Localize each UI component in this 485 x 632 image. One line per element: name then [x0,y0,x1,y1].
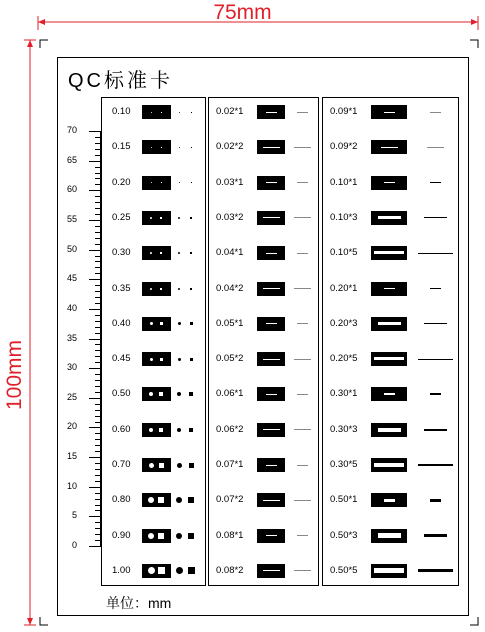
black-line [427,147,444,148]
line-size-label: 0.10*5 [330,247,358,259]
dot-size-label: 0.40 [112,317,131,329]
line-sample-bar [257,211,285,225]
line-size-label: 0.03*1 [216,176,244,188]
white-dot [148,567,155,574]
dot-size-label: 0.45 [112,353,131,365]
line-size-label: 0.08*2 [216,564,244,576]
black-dot [179,112,180,113]
black-dot [178,322,181,325]
white-square [160,288,162,290]
line-size-label: 0.07*2 [216,494,244,506]
line-sample-bar [257,387,285,401]
black-line [294,429,311,430]
black-line [294,288,311,289]
white-line [263,217,280,218]
white-line [263,570,280,571]
white-square [159,392,163,396]
line-sample-bar [257,352,285,366]
black-line [297,323,308,324]
white-square [161,147,162,148]
dot-size-label: 0.20 [112,176,131,188]
white-dot [149,463,154,468]
black-line [430,499,441,502]
dot-sample-bar [142,282,171,296]
black-dot [176,567,183,574]
white-line [263,429,280,430]
line-sample-bar [257,564,285,578]
dot-sample-bar [142,458,171,472]
line-sample-bar [371,387,407,401]
line-size-label: 0.30*3 [330,423,358,435]
black-line [418,464,453,466]
ruler-number: 50 [66,244,77,254]
white-line [384,182,395,183]
ruler-tick [89,309,101,310]
line-size-label: 0.20*5 [330,353,358,365]
line-sample-bar [371,564,407,578]
black-square [189,463,194,468]
white-line [266,112,277,113]
ruler-number: 25 [66,392,77,402]
line-sample-bar [257,282,285,296]
ruler-tick [89,279,101,280]
dot-panel [101,97,206,586]
line-sample-bar [371,176,407,190]
line-sample-bar [257,105,285,119]
dot-size-label: 0.35 [112,282,131,294]
white-line [266,465,277,466]
white-line [378,322,401,325]
ruler-number: 10 [66,481,77,491]
line-sample-bar [257,529,285,543]
dot-size-label: 0.25 [112,211,131,223]
unit-label: 单位：mm [106,595,172,611]
dot-sample-bar [142,211,171,225]
white-line [266,394,277,395]
black-line [297,182,308,183]
black-dot [177,392,181,396]
black-line [294,217,311,218]
black-line [424,217,447,218]
ruler-number: 60 [66,184,77,194]
white-line [266,253,277,254]
ruler-number: 55 [66,214,77,224]
white-line [384,112,395,113]
white-dot [151,182,152,183]
line-size-label: 0.10*3 [330,211,358,223]
height-dimension-label: 100mm [3,339,26,411]
ruler-tick [89,368,101,369]
black-line [430,182,441,183]
white-line [263,359,280,360]
ruler-tick [89,250,101,251]
white-square [160,322,163,325]
line-size-label: 0.06*1 [216,388,244,400]
black-square [191,147,192,148]
line-sample-bar [371,246,407,260]
white-square [158,567,165,574]
white-square [158,497,164,503]
line-size-label: 0.05*1 [216,317,244,329]
line-size-label: 0.30*5 [330,459,358,470]
line-sample-bar [371,423,407,437]
dot-size-label: 0.15 [112,141,131,153]
black-square [190,358,193,361]
ruler-tick [89,546,101,547]
white-dot [149,392,153,396]
black-dot [176,533,182,539]
line-size-label: 0.50*3 [330,529,358,541]
white-dot [148,497,154,503]
white-square [159,428,163,432]
black-square [189,392,193,396]
ruler-number: 40 [66,303,77,313]
white-line [263,500,280,501]
dot-sample-bar [142,140,171,154]
black-line [418,359,453,360]
ruler-tick [89,220,101,221]
white-dot [151,112,152,113]
black-square [191,112,192,113]
dot-size-label: 0.50 [112,388,131,400]
line-size-label: 0.09*2 [330,141,358,153]
width-dimension-label: 75mm [213,1,272,24]
dot-size-label: 0.80 [112,494,131,506]
ruler-number: 5 [71,510,77,520]
dot-sample-bar [142,493,171,507]
white-line [378,533,401,538]
white-line [384,393,395,395]
black-line [294,570,311,571]
dot-size-label: 0.60 [112,423,131,435]
black-line [430,112,441,113]
white-square [161,182,162,183]
line-sample-bar [371,140,407,154]
line-sample-bar [257,423,285,437]
line-panel-a [208,97,319,586]
black-line [294,147,311,148]
dot-size-label: 0.70 [112,459,131,470]
line-sample-bar [257,176,285,190]
dot-sample-bar [142,387,171,401]
black-dot [178,252,180,254]
white-square [159,463,164,468]
line-sample-bar [371,352,407,366]
line-panel-b [322,97,459,586]
black-line [424,429,447,431]
line-sample-bar [257,246,285,260]
black-line [294,500,311,501]
line-size-label: 0.50*1 [330,494,358,506]
dot-sample-bar [142,317,171,331]
black-dot [179,182,180,183]
ruler-number: 15 [66,451,77,461]
ruler-number: 35 [66,333,77,343]
line-size-label: 0.04*1 [216,247,244,259]
black-square [189,428,193,432]
black-dot [179,147,180,148]
line-size-label: 0.04*2 [216,282,244,294]
ruler-number: 70 [66,125,77,135]
ruler-number: 20 [66,421,77,431]
line-sample-bar [371,317,407,331]
black-line [297,535,308,536]
black-square [188,497,194,503]
ruler-tick [89,190,101,191]
black-line [297,112,308,113]
black-line [297,465,308,466]
white-line [384,288,395,289]
dot-sample-bar [142,564,171,578]
line-size-label: 0.50*5 [330,564,358,576]
white-line [378,216,401,219]
black-line [297,394,308,395]
black-square [190,252,192,254]
white-line [384,499,395,502]
white-square [160,358,163,361]
black-dot [178,358,181,361]
line-size-label: 0.02*1 [216,106,244,117]
black-line [418,253,453,254]
black-dot [177,428,181,432]
line-size-label: 0.30*1 [330,388,358,400]
dot-size-label: 1.00 [112,564,131,576]
black-square [188,567,195,574]
black-line [430,393,441,395]
ruler-tick [89,398,101,399]
ruler-tick [89,161,101,162]
line-size-label: 0.08*1 [216,529,244,541]
white-line [381,147,398,148]
white-dot [150,217,152,219]
line-size-label: 0.20*1 [330,282,358,294]
dot-sample-bar [142,105,171,119]
ruler-tick [89,457,101,458]
white-line [374,463,404,467]
white-dot [149,428,153,432]
white-dot [148,533,154,539]
dot-sample-bar [142,529,171,543]
white-dot [150,252,152,254]
ruler-tick [89,487,101,488]
ruler-tick [89,427,101,428]
line-size-label: 0.09*1 [330,106,358,117]
line-size-label: 0.06*2 [216,423,244,435]
mm-ruler [60,125,105,555]
line-size-label: 0.20*3 [330,317,358,329]
ruler-tick [89,131,101,132]
white-line [374,251,404,254]
dot-sample-bar [142,423,171,437]
white-dot [150,288,152,290]
white-line [263,288,280,289]
white-square [161,112,162,113]
black-square [188,533,194,539]
line-sample-bar [371,529,407,543]
line-sample-bar [371,458,407,472]
line-sample-bar [257,140,285,154]
white-line [266,535,277,536]
line-size-label: 0.10*1 [330,176,358,188]
black-line [424,323,447,324]
black-line [294,359,311,360]
black-square [190,288,192,290]
dot-sample-bar [142,352,171,366]
white-dot [151,147,152,148]
white-square [158,533,164,539]
ruler-tick [89,516,101,517]
dot-size-label: 0.90 [112,529,131,541]
dot-size-label: 0.30 [112,247,131,259]
dot-sample-bar [142,246,171,260]
white-dot [150,322,153,325]
white-dot [150,358,153,361]
white-line [374,568,404,573]
ruler-number: 65 [66,155,77,165]
line-sample-bar [371,211,407,225]
white-line [266,182,277,183]
black-square [190,217,192,219]
dot-sample-bar [142,176,171,190]
line-sample-bar [257,317,285,331]
line-sample-bar [371,493,407,507]
white-square [160,217,162,219]
ruler-tick [89,339,101,340]
black-line [418,569,453,572]
black-line [297,253,308,254]
line-sample-bar [257,458,285,472]
black-square [190,322,193,325]
line-sample-bar [371,282,407,296]
black-line [430,288,441,289]
white-line [263,147,280,148]
white-square [160,252,162,254]
line-size-label: 0.07*1 [216,459,244,470]
line-sample-bar [371,105,407,119]
white-line [378,428,401,432]
white-line [266,323,277,324]
line-size-label: 0.03*2 [216,211,244,223]
black-dot [178,288,180,290]
black-line [424,534,447,537]
black-dot [177,463,182,468]
white-line [374,357,404,360]
line-size-label: 0.02*2 [216,141,244,153]
ruler-number: 0 [71,540,77,550]
black-dot [176,497,182,503]
dot-size-label: 0.10 [112,106,131,117]
card-title: QC标准卡 [68,70,173,92]
black-dot [178,217,180,219]
line-size-label: 0.05*2 [216,353,244,365]
ruler-number: 30 [66,362,77,372]
ruler-number: 45 [66,273,77,283]
line-sample-bar [257,493,285,507]
black-square [191,182,192,183]
